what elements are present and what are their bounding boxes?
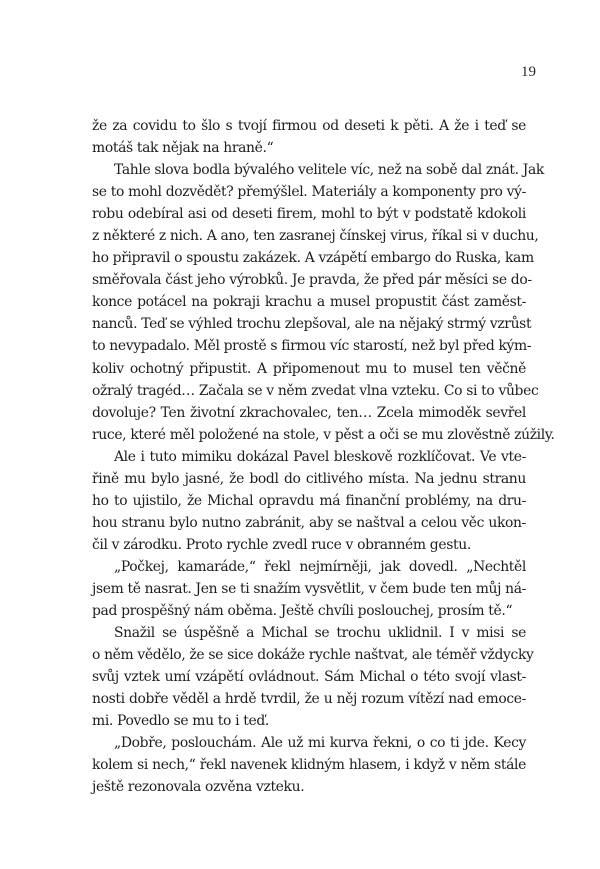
- paragraph: [92, 159, 555, 446]
- text-line: ho to ujistilo, že Michal opravdu má finanční problémy, na dru-: [92, 492, 526, 509]
- paragraph: [92, 446, 526, 556]
- text-line: Tahle slova bodla bývalého velitele víc, než na sobě dal znát. Jak: [114, 162, 544, 179]
- text-line: „Dobře, poslouchám. Ale už mi kurva řekni, o co ti jde. Kecy: [114, 735, 526, 752]
- page-number: 19: [521, 64, 536, 80]
- text-line: nanců. Teď se výhled trochu zlepšoval, ale na nějaký strmý vzrůst: [92, 316, 532, 333]
- paragraph: [92, 556, 526, 622]
- text-line: z některé z nich. A ano, ten zasranej čínskej virus, říkal si v duchu,: [92, 228, 539, 245]
- text-line: jsem tě nasrat. Jen se ti snažím vysvětlit, v čem bude ten můj ná-: [92, 580, 527, 597]
- text-line: čil v zárodku. Proto rychle zvedl ruce v obranném gestu.: [92, 536, 471, 553]
- text-line: řině mu bylo jasné, že bodl do citlivého místa. Na jednu stranu: [92, 470, 526, 487]
- text-line: ožralý tragéd… Začala se v něm zvedat vlna vzteku. Co si to vůbec: [92, 382, 539, 399]
- paragraph: [92, 732, 526, 798]
- text-line: robu odebíral asi od deseti firem, mohl to být v podstatě kdokoli: [92, 206, 526, 223]
- paragraph: [92, 622, 534, 732]
- text-line: že za covidu to šlo s tvojí firmou od deseti k pěti. A že i teď se: [92, 118, 526, 134]
- text-line: ještě rezonovala ozvěna vzteku.: [92, 779, 305, 796]
- text-line: Snažil se úspěšně a Michal se trochu uklidnil. I v misi se: [114, 625, 526, 642]
- text-line: se to mohl dozvědět? přemýšlel. Materiály a komponenty pro vý-: [92, 184, 526, 201]
- text-line: směřovala část jeho výrobků. Je pravda, že před pár měsíci se do-: [92, 272, 532, 289]
- text-line: koliv ochotný připustit. A připomenout mu to musel ten věčně: [92, 360, 526, 377]
- text-line: Ale i tuto mimiku dokázal Pavel bleskově rozklíčovat. Ve vte-: [114, 448, 526, 465]
- body-text: [92, 115, 555, 798]
- text-line: konce potácel na pokraji krachu a musel propustit část zaměst-: [92, 294, 526, 311]
- text-line: ruce, které měl položené na stole, v pěst a oči se mu zlověstně zúžily.: [92, 426, 555, 443]
- text-line: to nevypadalo. Měl prostě s firmou víc starostí, než byl před kým-: [92, 338, 532, 355]
- paragraph: [92, 115, 526, 159]
- text-line: kolem si nech,“ řekl navenek klidným hlasem, i když v něm stále: [92, 757, 526, 774]
- text-line: pad prospěšný nám oběma. Ještě chvíli poslouchej, prosím tě.“: [92, 603, 513, 620]
- text-line: hou stranu bylo nutno zabránit, aby se naštval a celou věc ukon-: [92, 514, 526, 531]
- text-line: mi. Povedlo se mu to i teď.: [92, 713, 269, 730]
- text-line: nosti dobře věděl a hrdě tvrdil, že u něj rozum vítězí nad emoce-: [92, 691, 526, 708]
- text-line: dovoluje? Ten životní zkrachovalec, ten… Zcela mimoděk sevřel: [92, 404, 526, 421]
- text-line: o něm vědělo, že se sice dokáže rychle naštvat, ale téměř vždycky: [92, 647, 534, 664]
- text-line: ho připravil o spoustu zakázek. A vzápětí embargo do Ruska, kam: [92, 250, 534, 267]
- text-line: motáš tak nějak na hraně.“: [92, 140, 274, 157]
- text-line: svůj vztek umí vzápětí ovládnout. Sám Michal o této svojí vlast-: [92, 669, 526, 686]
- text-line: „Počkej, kamaráde,“ řekl nejmírněji, jak dovedl. „Nechtěl: [114, 558, 526, 575]
